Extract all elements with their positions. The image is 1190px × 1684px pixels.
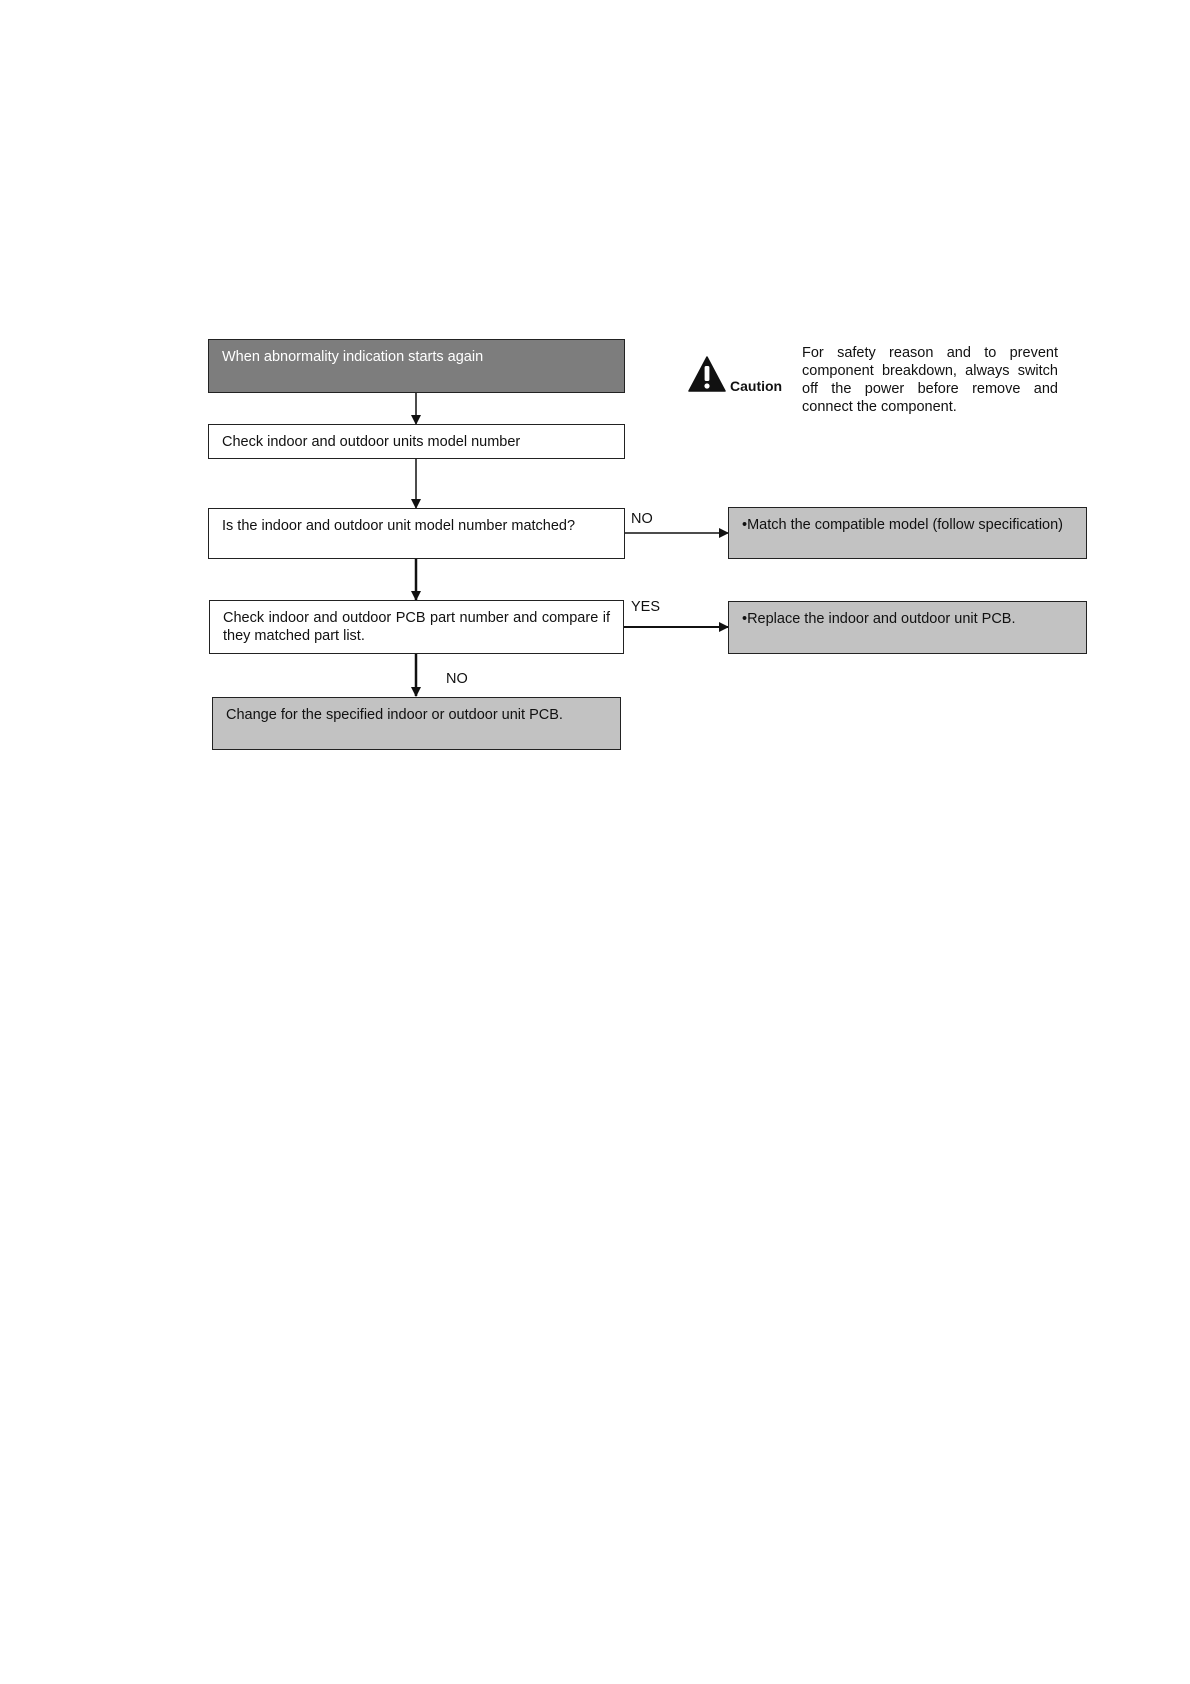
start-box — [208, 339, 625, 393]
warning-triangle-icon — [688, 356, 726, 392]
change-pcb-box — [212, 697, 621, 750]
decision-model-matched-text: Is the indoor and outdoor unit model number matched? — [222, 518, 576, 534]
change-pcb-text: Change for the specified indoor or outdoor unit PCB. — [226, 707, 563, 723]
match-model-text: •Match the compatible model (follow specification) — [742, 517, 1063, 533]
check-model-text: Check indoor and outdoor units model number — [222, 434, 521, 450]
caution-label: Caution — [730, 378, 783, 394]
decision-model-matched-box — [208, 508, 625, 559]
replace-pcb-box — [728, 601, 1087, 654]
check-pcb-box — [209, 600, 624, 654]
yes-label: YES — [631, 599, 661, 615]
replace-pcb-text: •Replace the indoor and outdoor unit PCB. — [742, 611, 1016, 627]
start-text: When abnormality indication starts again — [222, 349, 484, 365]
no-label-pcb: NO — [446, 671, 468, 687]
match-model-box — [728, 507, 1087, 559]
no-label-decision: NO — [631, 511, 653, 527]
check-pcb-text: Check indoor and outdoor PCB part number and compare if they matched part list. — [223, 610, 610, 644]
check-model-box — [208, 424, 625, 459]
caution-text: For safety reason and to prevent component breakdown, always switch off the power before remove and connect the component. — [802, 345, 1058, 415]
